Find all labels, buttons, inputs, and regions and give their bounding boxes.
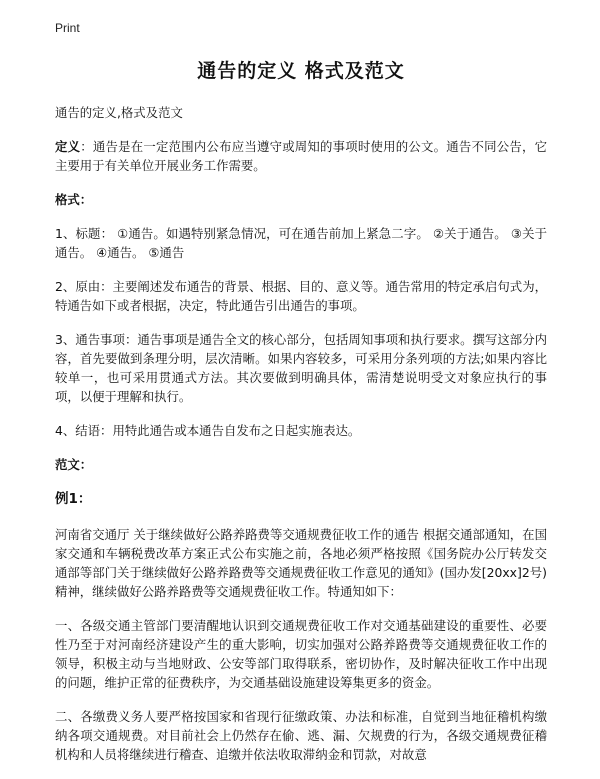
example1-heading: 例1： [55, 491, 92, 507]
format-item-3: 3、通告事项：通告事项是通告全文的核心部分，包括周知事项和执行要求。撰写这部分内容，首先要做到条理分明，层次清晰。如果内容较多，可采用分条列项的方法;如果内容比较单一，也可采用贯通式方法。其次要做到明确具体，需清楚说明受文对象应执行的事项，以便于理解和执行。 [55, 332, 547, 404]
format-item-1: 1、标题： ①通告。如遇特别紧急情况，可在通告前加上紧急二字。 ②关于通告。 ③关于通告。 ④通告。 ⑤通告 [55, 226, 547, 260]
print-link[interactable]: Print [55, 21, 80, 35]
definition-text: ：通告是在一定范围内公布应当遵守或周知的事项时使用的公文。通告不同公告，它主要用于有关单位开展业务工作需要。 [55, 139, 548, 173]
examples-heading: 范文： [55, 457, 93, 472]
document-page [55, 48, 547, 779]
definition-paragraph [55, 137, 547, 175]
format-heading: 格式： [55, 192, 93, 207]
document-subtitle: 通告的定义,格式及范文 [55, 105, 183, 120]
example1-paragraph-3: 二、各缴费义务人要严格按国家和省现行征缴政策、办法和标准，自觉到当地征稽机构缴纳各项交通规费。对目前社会上仍然存在偷、逃、漏、欠规费的行为，各级交通规费征稽机构和人员将继续进行稽查、追缴并依法收取滞纳金和罚款，对故意 [55, 709, 547, 762]
format-item-4: 4、结语：用特此通告或本通告自发布之日起实施表达。 [55, 423, 361, 438]
document-title: 通告的定义 格式及范文 [197, 60, 405, 82]
definition-label: 定义 [55, 139, 81, 154]
example1-paragraph-1: 河南省交通厅 关于继续做好公路养路费等交通规费征收工作的通告 根据交通部通知，在国家交通和车辆税费改革方案正式公布实施之前，各地必须严格按照《国务院办公厅转发交通部等部门关于继续做好公路养路费等交通规费征收工作意见的通知》(国办发[20xx]2号)精神，继续做好公路养路费等交通规费征收工作。特通知如下： [55, 527, 547, 599]
example1-paragraph-2: 一、各级交通主管部门要清醒地认识到交通规费征收工作对交通基础建设的重要性、必要性乃至于对河南经济建设产生的重大影响，切实加强对公路养路费等交通规费征收工作的领导，积极主动与当地财政、公安等部门取得联系，密切协作，及时解决征收工作中出现的问题，维护正常的征费秩序，为交通基础设施建设筹集更多的资金。 [55, 618, 547, 690]
format-item-2: 2、原由：主要阐述发布通告的背景、根据、目的、意义等。通告常用的特定承启句式为，特通告如下或者根据，决定，特此通告引出通告的事项。 [55, 279, 547, 313]
